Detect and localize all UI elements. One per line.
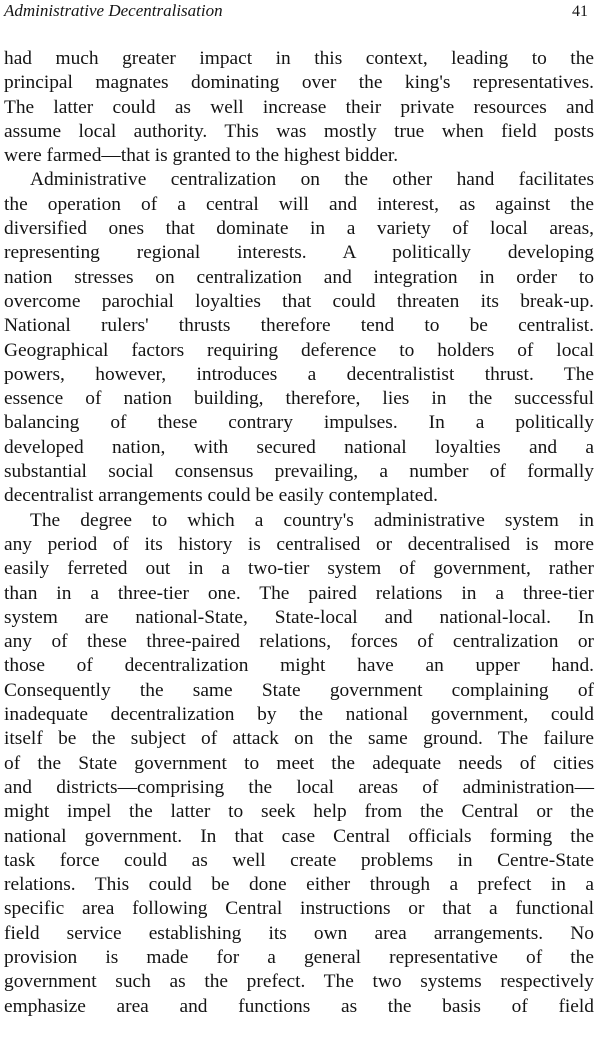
text-line: specific area following Central instructions or that a functional <box>4 898 594 920</box>
body-text <box>4 47 594 1019</box>
text-line: inadequate decentralization by the national government, could <box>4 704 594 726</box>
text-line: emphasize area and functions as the basis of field <box>4 995 594 1017</box>
text-line: The latter could as well increase their private resources and <box>4 96 594 118</box>
text-line: nation stresses on centralization and integration in order to <box>4 266 594 288</box>
page-number: 41 <box>572 3 588 20</box>
text-line: and districts—comprising the local areas of administration— <box>4 776 594 798</box>
text-line: were farmed—that is granted to the highest bidder. <box>4 145 399 167</box>
text-line: field service establishing its own area arrangements. No <box>4 922 594 944</box>
text-line: representing regional interests. A politically developing <box>4 242 594 264</box>
text-line: than in a three-tier one. The paired relations in a three-tier <box>4 582 594 604</box>
text-line: assume local authority. This was mostly true when field posts <box>4 120 594 142</box>
text-line: decentralist arrangements could be easily contemplated. <box>4 485 438 507</box>
text-line: any of these three-paired relations, forces of centralization or <box>4 631 594 653</box>
text-line: national government. In that case Central officials forming the <box>4 825 594 847</box>
text-line: Geographical factors requiring deference to holders of local <box>4 339 594 361</box>
text-line: those of decentralization might have an upper hand. <box>4 655 594 677</box>
text-line: Administrative centralization on the other hand facilitates <box>30 169 594 191</box>
text-line: The degree to which a country's administrative system in <box>30 509 594 531</box>
paragraph-two-tier-system <box>4 509 594 1019</box>
text-line: system are national-State, State-local and national-local. In <box>4 606 594 628</box>
text-line: relations. This could be done either through a prefect in a <box>4 874 594 896</box>
running-header <box>4 0 594 27</box>
text-line: essence of nation building, therefore, lies in the successful <box>4 388 594 410</box>
text-line: itself be the subject of attack on the same ground. The failure <box>4 728 594 750</box>
text-line: principal magnates dominating over the king's representatives. <box>4 72 594 94</box>
text-line: powers, however, introduces a decentralistist thrust. The <box>4 363 594 385</box>
text-line: Consequently the same State government complaining of <box>4 679 594 701</box>
text-line: diversified ones that dominate in a variety of local areas, <box>4 218 594 240</box>
text-line: substantial social consensus prevailing, a number of formally <box>4 461 594 483</box>
text-line: provision is made for a general representative of the <box>4 946 594 968</box>
text-line: government such as the prefect. The two systems respectively <box>4 971 594 993</box>
text-line: any period of its history is centralised or decentralised is more <box>4 533 594 555</box>
text-line: had much greater impact in this context, leading to the <box>4 48 594 69</box>
running-title: Administrative Decentralisation <box>4 1 223 20</box>
text-line: of the State government to meet the adequate needs of cities <box>4 752 594 774</box>
text-line: National rulers' thrusts therefore tend to be centralist. <box>4 315 594 337</box>
text-line: overcome parochial loyalties that could threaten its break-up. <box>4 290 594 312</box>
paragraph-centralization <box>4 168 594 508</box>
text-line: developed nation, with secured national loyalties and a <box>4 436 594 458</box>
text-line: might impel the latter to seek help from the Central or the <box>4 801 594 823</box>
text-line: task force could as well create problems in Centre-State <box>4 849 594 871</box>
text-line: the operation of a central will and interest, as against the <box>4 193 594 215</box>
paragraph-continued <box>4 47 594 168</box>
text-line: balancing of these contrary impulses. In a politically <box>4 412 594 434</box>
text-line: easily ferreted out in a two-tier system of government, rather <box>4 558 594 580</box>
